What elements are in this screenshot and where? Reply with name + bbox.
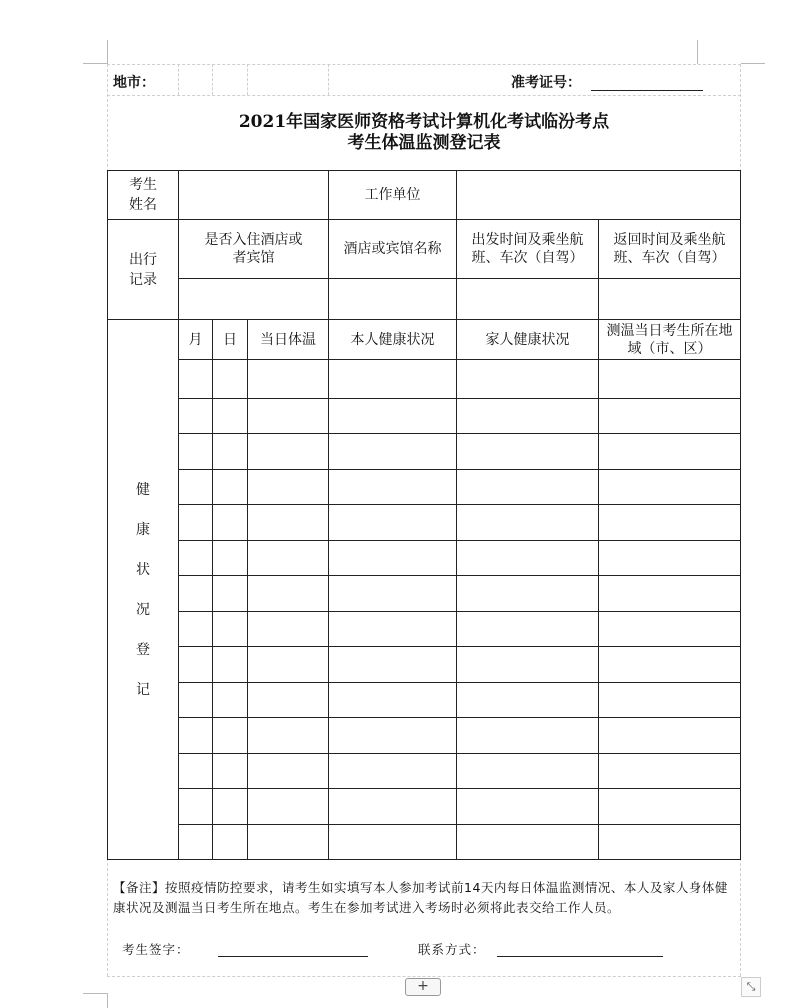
self-health-cell[interactable] <box>329 434 457 470</box>
table-grid-hint <box>328 64 329 95</box>
family-health-cell[interactable] <box>457 789 599 825</box>
location-cell[interactable] <box>599 541 741 576</box>
temperature-cell[interactable] <box>248 470 329 505</box>
location-cell[interactable] <box>599 683 741 718</box>
day-cell[interactable] <box>213 718 248 754</box>
month-cell[interactable] <box>179 754 213 789</box>
col-month: 月 <box>179 320 213 360</box>
month-cell[interactable] <box>179 647 213 683</box>
self-health-cell[interactable] <box>329 683 457 718</box>
text-area-border <box>107 95 741 96</box>
day-cell[interactable] <box>213 647 248 683</box>
family-health-cell[interactable] <box>457 470 599 505</box>
location-cell[interactable] <box>599 754 741 789</box>
location-cell[interactable] <box>599 718 741 754</box>
day-cell[interactable] <box>213 576 248 612</box>
signature-label: 考生签字： <box>122 942 190 957</box>
temperature-cell[interactable] <box>248 360 329 399</box>
family-health-cell[interactable] <box>457 360 599 399</box>
day-cell[interactable] <box>213 683 248 718</box>
return-header: 返回时间及乘坐航班、车次（自驾） <box>599 220 741 279</box>
table-row <box>108 683 741 718</box>
health-char: 健 <box>136 482 150 498</box>
day-cell[interactable] <box>213 360 248 399</box>
location-cell[interactable] <box>599 825 741 860</box>
col-temperature: 当日体温 <box>248 320 329 360</box>
health-char: 况 <box>136 602 150 618</box>
table-row <box>108 470 741 505</box>
exam-id-field[interactable] <box>591 90 703 91</box>
table-row <box>108 718 741 754</box>
temperature-cell[interactable] <box>248 683 329 718</box>
temperature-cell[interactable] <box>248 754 329 789</box>
temperature-cell[interactable] <box>248 825 329 860</box>
table-row <box>108 576 741 612</box>
family-health-cell[interactable] <box>457 825 599 860</box>
col-location: 测温当日考生所在地域（市、区） <box>599 320 741 360</box>
table-row <box>108 505 741 541</box>
corner-mark <box>741 63 765 64</box>
self-health-cell[interactable] <box>329 470 457 505</box>
text-area-border <box>107 64 741 65</box>
location-cell[interactable] <box>599 647 741 683</box>
work-unit-label: 工作单位 <box>329 171 457 220</box>
day-cell[interactable] <box>213 612 248 647</box>
self-health-cell[interactable] <box>329 825 457 860</box>
hotel-question-header: 是否入住酒店或者宾馆 <box>179 220 329 279</box>
health-char: 康 <box>136 522 150 538</box>
table-row <box>108 434 741 470</box>
location-cell[interactable] <box>599 360 741 399</box>
temperature-cell[interactable] <box>248 576 329 612</box>
location-cell[interactable] <box>599 505 741 541</box>
remark-text: 按照疫情防控要求，请考生如实填写本人参加考试前14天内每日体温监测情况、本人及家人身体健康状况及测温当日考生所在地点。考生在参加考试进入考场时必须将此表交给工作人员。 <box>113 880 728 915</box>
location-cell[interactable] <box>599 434 741 470</box>
temperature-cell[interactable] <box>248 505 329 541</box>
location-cell[interactable] <box>599 399 741 434</box>
location-cell[interactable] <box>599 612 741 647</box>
month-cell[interactable] <box>179 360 213 399</box>
depart-header: 出发时间及乘坐航班、车次（自驾） <box>457 220 599 279</box>
exam-id-label: 准考证号： <box>511 75 581 91</box>
family-health-cell[interactable] <box>457 434 599 470</box>
month-cell[interactable] <box>179 434 213 470</box>
contact-label: 联系方式： <box>418 942 486 957</box>
self-health-cell[interactable] <box>329 612 457 647</box>
family-health-cell[interactable] <box>457 576 599 612</box>
table-row <box>108 754 741 789</box>
month-cell[interactable] <box>179 612 213 647</box>
corner-mark <box>697 40 698 64</box>
work-unit-field[interactable] <box>457 171 741 220</box>
table-grid-hint <box>178 64 179 95</box>
table-row <box>108 647 741 683</box>
health-char: 登 <box>136 642 150 658</box>
health-char: 状 <box>136 562 150 578</box>
table-row <box>108 541 741 576</box>
self-health-cell[interactable] <box>329 399 457 434</box>
table-row <box>108 789 741 825</box>
self-health-cell[interactable] <box>329 718 457 754</box>
hotel-name-cell[interactable] <box>329 279 457 320</box>
month-cell[interactable] <box>179 825 213 860</box>
remark-prefix: 【备注】 <box>113 880 166 895</box>
temperature-cell[interactable] <box>248 434 329 470</box>
day-cell[interactable] <box>213 825 248 860</box>
day-cell[interactable] <box>213 754 248 789</box>
table-row <box>108 399 741 434</box>
temperature-cell[interactable] <box>248 399 329 434</box>
corner-mark <box>107 993 108 1008</box>
signature-field[interactable] <box>218 956 368 957</box>
month-cell[interactable] <box>179 505 213 541</box>
table-grid-hint <box>212 64 213 95</box>
add-page-button[interactable]: + <box>405 978 441 996</box>
family-health-cell[interactable] <box>457 399 599 434</box>
name-label: 考生姓名 <box>108 171 179 220</box>
location-cell[interactable] <box>599 789 741 825</box>
self-health-cell[interactable] <box>329 576 457 612</box>
day-cell[interactable] <box>213 789 248 825</box>
self-health-cell[interactable] <box>329 789 457 825</box>
day-cell[interactable] <box>213 470 248 505</box>
month-cell[interactable] <box>179 470 213 505</box>
month-cell[interactable] <box>179 718 213 754</box>
family-health-cell[interactable] <box>457 541 599 576</box>
hotel-answer-cell[interactable] <box>179 279 329 320</box>
family-health-cell[interactable] <box>457 612 599 647</box>
self-health-cell[interactable] <box>329 647 457 683</box>
self-health-cell[interactable] <box>329 505 457 541</box>
travel-label: 出行记录 <box>108 220 179 320</box>
col-day: 日 <box>213 320 248 360</box>
form-subtitle: 考生体温监测登记表 <box>347 133 501 153</box>
table-row <box>108 360 741 399</box>
return-cell[interactable] <box>599 279 741 320</box>
month-cell[interactable] <box>179 576 213 612</box>
col-family-health: 家人健康状况 <box>457 320 599 360</box>
location-cell[interactable] <box>599 576 741 612</box>
day-cell[interactable] <box>213 434 248 470</box>
family-health-cell[interactable] <box>457 505 599 541</box>
location-cell[interactable] <box>599 470 741 505</box>
month-cell[interactable] <box>179 541 213 576</box>
col-self-health: 本人健康状况 <box>329 320 457 360</box>
contact-field[interactable] <box>497 956 663 957</box>
depart-cell[interactable] <box>457 279 599 320</box>
hotel-name-header: 酒店或宾馆名称 <box>329 220 457 279</box>
corner-mark <box>83 63 107 64</box>
temperature-form-table <box>107 170 741 860</box>
health-record-label <box>108 320 179 860</box>
temperature-cell[interactable] <box>248 789 329 825</box>
name-field[interactable] <box>179 171 329 220</box>
remark-note <box>113 878 738 918</box>
self-health-cell[interactable] <box>329 754 457 789</box>
day-cell[interactable] <box>213 541 248 576</box>
temperature-cell[interactable] <box>248 541 329 576</box>
resize-icon[interactable]: ⤡ <box>741 977 761 997</box>
family-health-cell[interactable] <box>457 754 599 789</box>
form-title: 2021年国家医师资格考试计算机化考试临汾考点 <box>238 112 610 132</box>
day-cell[interactable] <box>213 505 248 541</box>
text-area-border <box>107 976 741 977</box>
temperature-cell[interactable] <box>248 718 329 754</box>
temperature-cell[interactable] <box>248 647 329 683</box>
family-health-cell[interactable] <box>457 683 599 718</box>
month-cell[interactable] <box>179 789 213 825</box>
day-cell[interactable] <box>213 399 248 434</box>
corner-mark <box>107 40 108 64</box>
city-label: 地市： <box>113 75 155 91</box>
table-row <box>108 825 741 860</box>
month-cell[interactable] <box>179 683 213 718</box>
self-health-cell[interactable] <box>329 541 457 576</box>
family-health-cell[interactable] <box>457 647 599 683</box>
self-health-cell[interactable] <box>329 360 457 399</box>
family-health-cell[interactable] <box>457 718 599 754</box>
corner-mark <box>83 993 107 994</box>
table-row <box>108 612 741 647</box>
table-grid-hint <box>247 64 248 95</box>
health-char: 记 <box>136 682 150 698</box>
temperature-cell[interactable] <box>248 612 329 647</box>
month-cell[interactable] <box>179 399 213 434</box>
